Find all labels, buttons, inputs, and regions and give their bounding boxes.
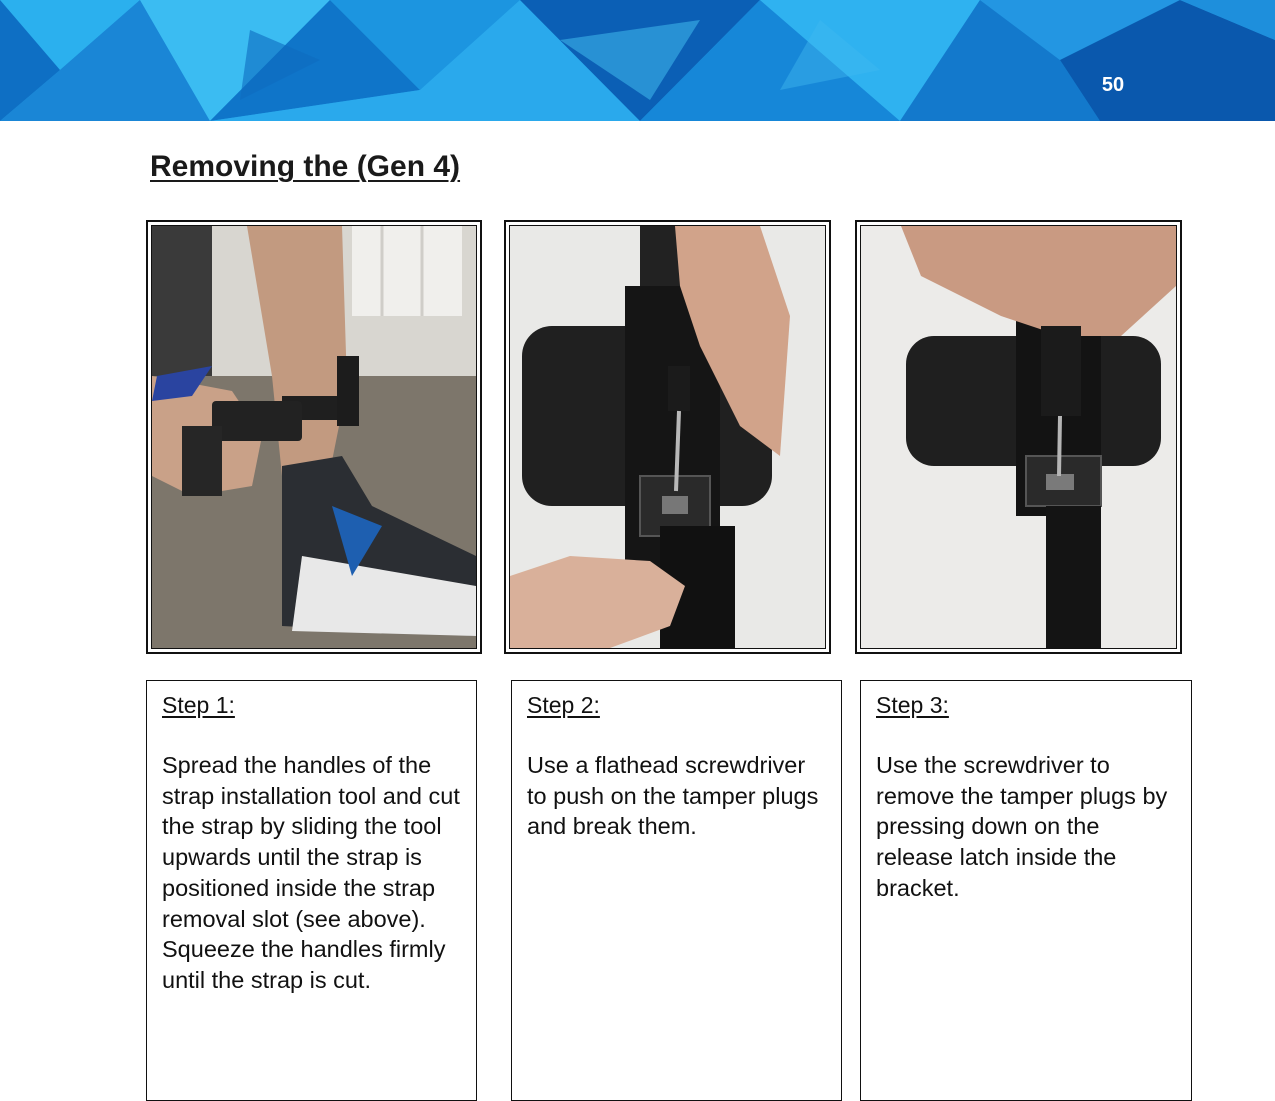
step-1-box: [146, 680, 477, 1101]
step-2-label: Step 2:: [527, 692, 600, 718]
step-2-box: [511, 680, 842, 1101]
step-1-text: Spread the handles of the strap installation tool and cut the strap by sliding the tool upwards until the strap is positioned inside the strap removal slot (see above). Squeeze the handles firmly until the strap is cut.: [162, 752, 460, 993]
step-2-text: Use a flathead screwdriver to push on the tamper plugs and break them.: [527, 752, 819, 840]
step-3-text: Use the screwdriver to remove the tamper plugs by pressing down on the release latch inside the bracket.: [876, 752, 1168, 901]
step-3-label: Step 3:: [876, 692, 949, 718]
screwdriver-release-latch-photo: [860, 225, 1177, 649]
photo-frame-step-2: [504, 220, 831, 654]
step-3-box: [860, 680, 1192, 1101]
page-number: 50: [1101, 74, 1125, 96]
header-banner: [0, 0, 1275, 121]
step-1-label: Step 1:: [162, 692, 235, 718]
photo-frame-step-1: [146, 220, 482, 654]
banner-polygon-pattern: [0, 0, 1275, 121]
photo-frame-step-3: [855, 220, 1182, 654]
ankle-strap-cutting-photo: [151, 225, 477, 649]
page-title: Removing the (Gen 4): [150, 150, 461, 183]
screwdriver-tamper-plug-photo: [509, 225, 826, 649]
